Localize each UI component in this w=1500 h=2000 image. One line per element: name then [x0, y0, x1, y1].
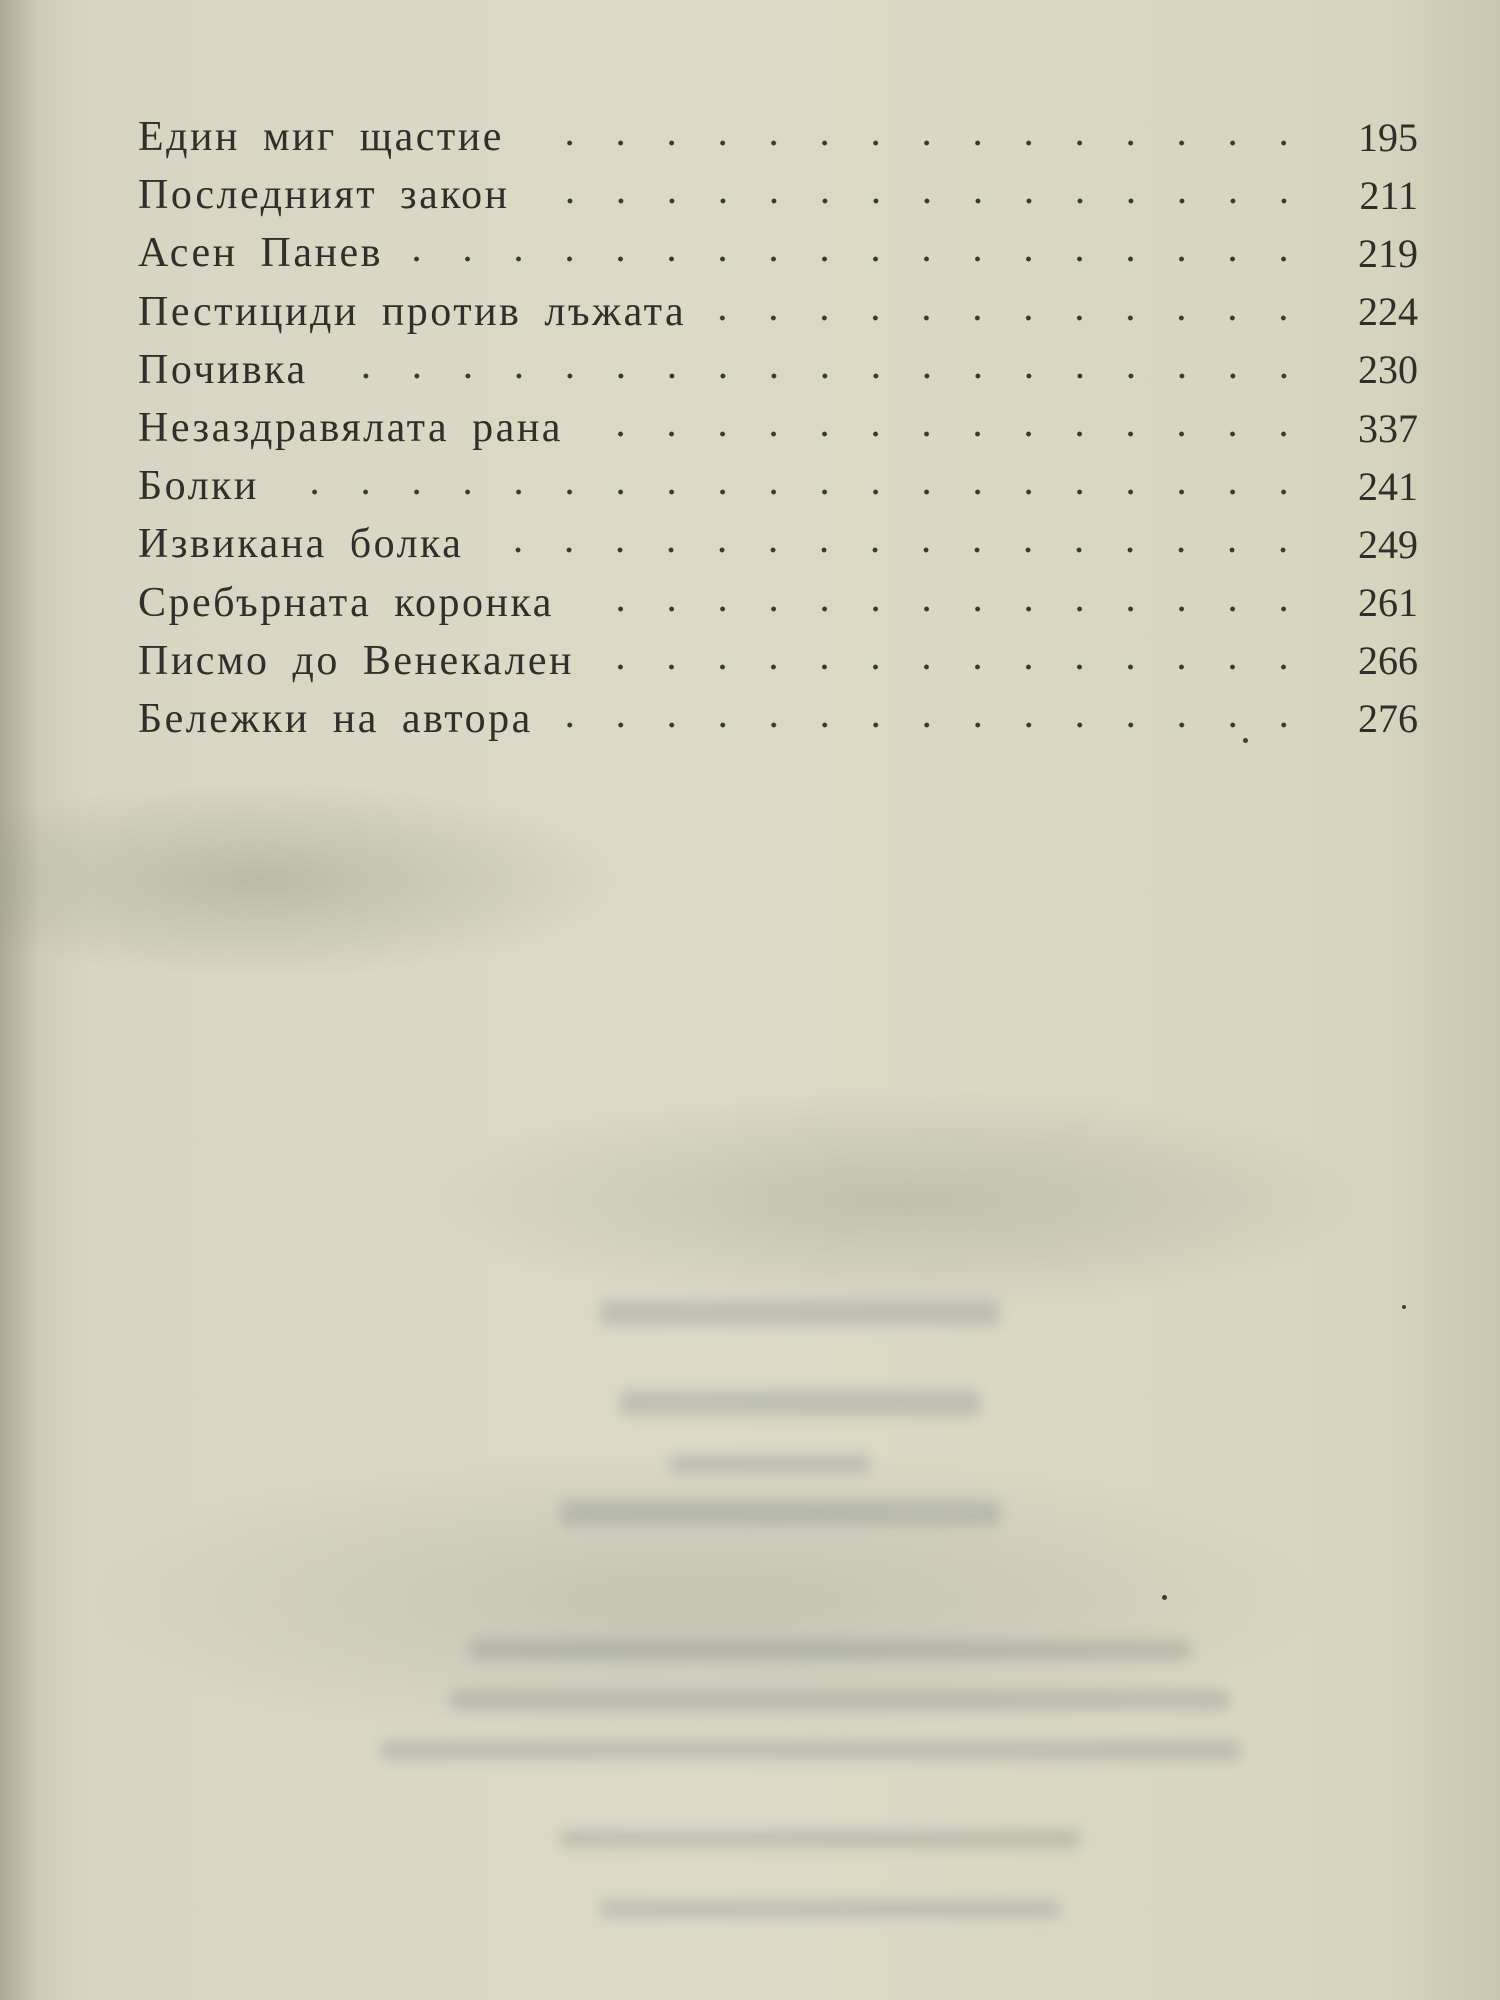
show-through-text	[670, 1455, 870, 1473]
toc-entry	[138, 574, 1418, 632]
table-of-contents	[138, 108, 1418, 748]
toc-entry-title: Асен Панев	[138, 230, 383, 277]
toc-entry-title: Болки	[138, 463, 259, 510]
toc-entry-page: 337	[1358, 405, 1418, 451]
toc-entry-page: 241	[1358, 463, 1418, 509]
toc-entry	[138, 108, 1418, 166]
toc-leader-dots	[334, 372, 1309, 380]
show-through-text	[600, 1300, 1000, 1326]
toc-entry	[138, 166, 1418, 224]
show-through-text	[450, 1690, 1230, 1710]
toc-leader-dots	[285, 488, 1309, 496]
toc-leader-dots	[559, 721, 1309, 729]
toc-entry-title: Извикана болка	[138, 521, 464, 568]
show-through-text	[380, 1740, 1240, 1760]
toc-entry-title: Сребърната коронка	[138, 579, 554, 626]
toc-leader-dots	[489, 546, 1309, 554]
toc-entry	[138, 341, 1418, 399]
toc-leader-dots	[530, 139, 1309, 147]
show-through-text	[560, 1500, 1000, 1526]
toc-entry	[138, 399, 1418, 457]
toc-leader-dots	[536, 197, 1309, 205]
toc-entry	[138, 515, 1418, 573]
toc-entry-page: 219	[1358, 230, 1418, 276]
toc-entry-page: 195	[1358, 114, 1418, 160]
paper-speck	[1162, 1595, 1167, 1600]
show-through-text	[620, 1390, 980, 1416]
show-through-text	[470, 1640, 1190, 1660]
toc-leader-dots	[409, 255, 1309, 263]
toc-entry-page: 224	[1358, 289, 1418, 335]
toc-entry-title: Бележки на автора	[138, 695, 533, 742]
show-through-text	[600, 1900, 1060, 1918]
toc-leader-dots	[600, 663, 1309, 671]
toc-entry-title: Пестициди против лъжата	[138, 288, 687, 335]
toc-entry-page: 276	[1358, 696, 1418, 742]
toc-entry-title: Почивка	[138, 346, 308, 393]
toc-entry-page: 261	[1358, 580, 1418, 626]
toc-entry-title: Последният закон	[138, 172, 510, 219]
toc-entry-page: 266	[1358, 638, 1418, 684]
toc-entry-title: Незаздравялата рана	[138, 405, 563, 452]
page-edge-shadow	[0, 0, 40, 2000]
toc-entry-page: 249	[1358, 521, 1418, 567]
toc-entry	[138, 457, 1418, 515]
toc-entry	[138, 224, 1418, 282]
paper-speck	[1243, 738, 1248, 743]
toc-leader-dots	[712, 314, 1309, 322]
paper-speck	[1402, 1305, 1406, 1309]
toc-entry-title: Писмо до Венекален	[138, 637, 575, 684]
toc-leader-dots	[580, 605, 1309, 613]
toc-entry	[138, 632, 1418, 690]
toc-entry-page: 230	[1358, 347, 1418, 393]
toc-entry-title: Един миг щастие	[138, 114, 504, 161]
toc-entry-page: 211	[1359, 172, 1418, 218]
toc-entry	[138, 690, 1418, 748]
toc-leader-dots	[589, 430, 1309, 438]
show-through-text	[560, 1830, 1080, 1848]
toc-entry	[138, 283, 1418, 341]
